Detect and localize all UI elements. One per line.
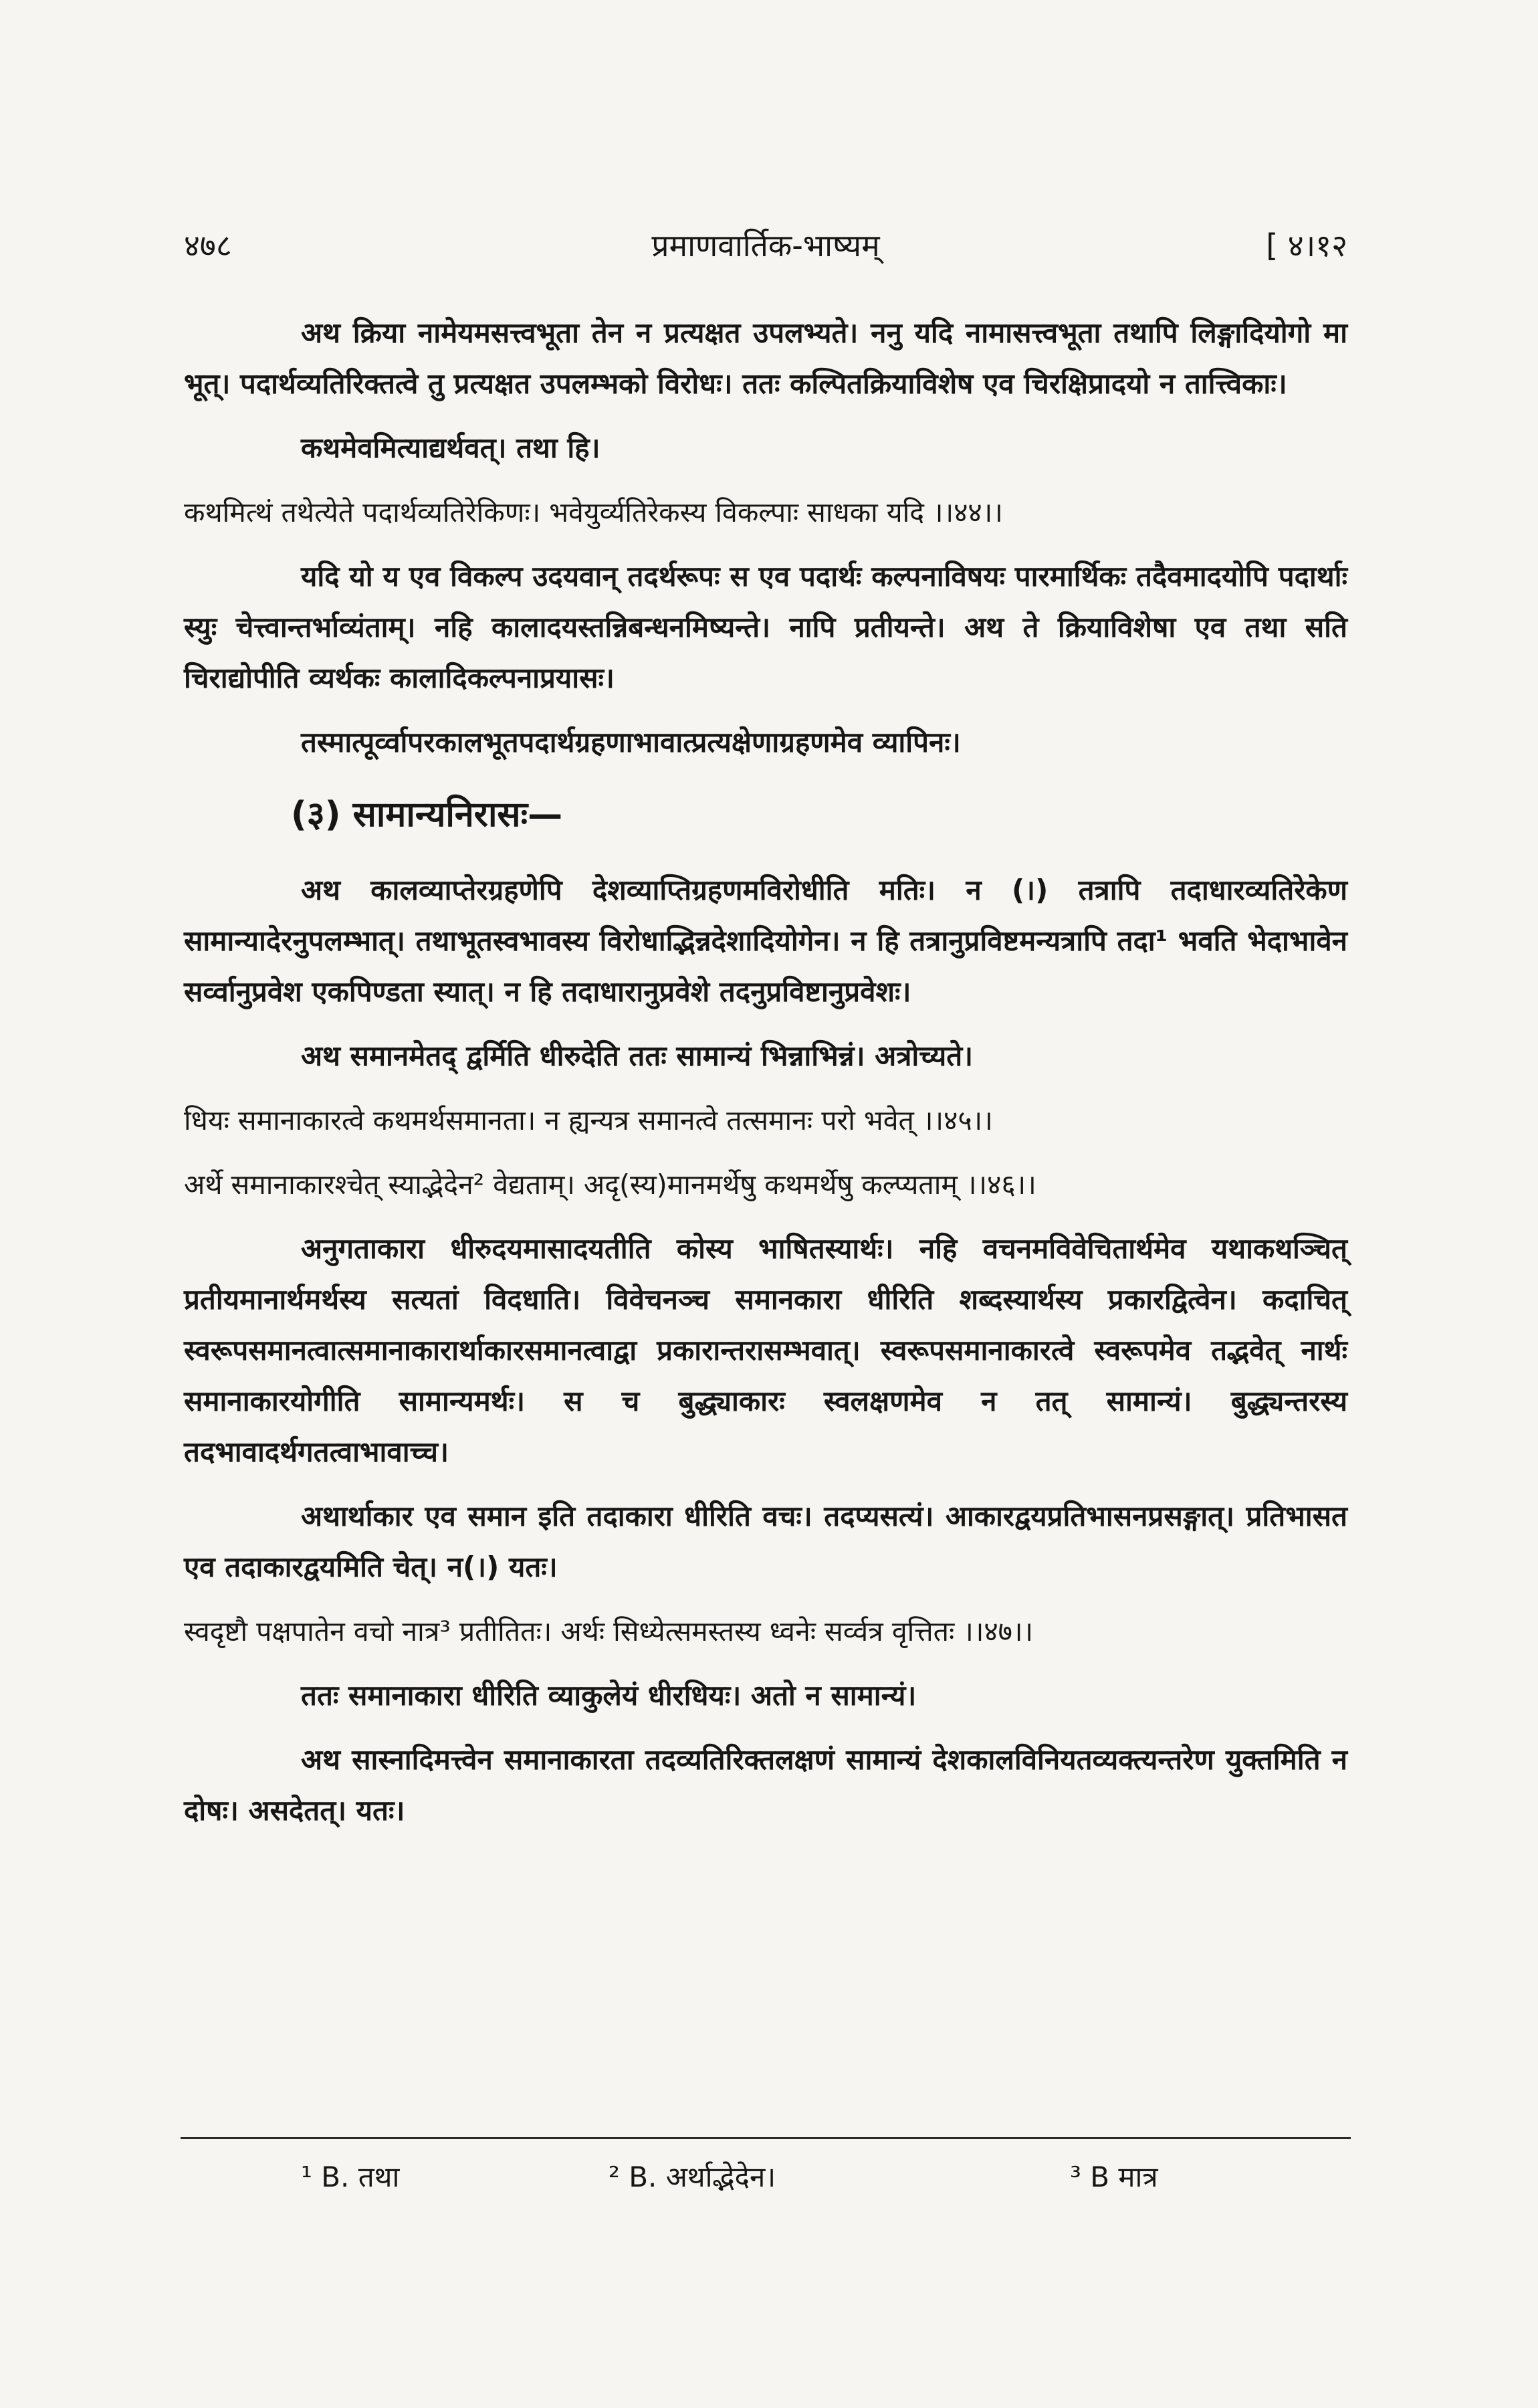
paragraph: कथमेवमित्याद्यर्थवत्। तथा हि। — [301, 431, 600, 464]
paragraph: अथार्थाकार एव समान इति तदाकारा धीरिति वचः। तदप्यसत्यं। आकारद्वयप्रतिभासनप्रसङ्गात्। प्रतिभासत एव तदाकारद्वयमिति चेत्। न(।) यतः। — [184, 1500, 1347, 1583]
verse-45: धियः समानाकारत्वे कथमर्थसमानता। न ह्यन्यत्र समानत्वे तत्समानः परो भवेत् ।।४५।। — [184, 1104, 993, 1136]
footnote-1: ¹ B. तथा — [301, 2161, 400, 2193]
paragraph: ततः समानाकारा धीरिति व्याकुलेयं धीरधियः। अतो न सामान्यं। — [301, 1679, 917, 1712]
paragraph: अथ क्रिया नामेयमसत्त्वभूता तेन न प्रत्यक्षत उपलभ्यते। ननु यदि नामासत्त्वभूता तथापि लिङ्गादियोगो मा भूत्। पदार्थव्यतिरिक्तत्वे तु प्रत्यक्षत उपलम्भको विरोधः। ततः कल्पितक्रियाविशेष एव चिरक्षिप्रादयो न तात्त्विकाः। — [184, 316, 1347, 400]
main-text — [184, 308, 1347, 1849]
paragraph: अथ समानमेतद् द्वर्मिति धीरुदेति ततः सामान्यं भिन्नाभिन्नं। अत्रोच्यते। — [301, 1039, 974, 1072]
paragraph: अथ कालव्याप्तेरग्रहणेपि देशव्याप्तिग्रहणमविरोधीति मतिः। न (।) तत्रापि तदाधारव्यतिरेकेण सामान्यादेरनुपलम्भात्। तथाभूतस्वभावस्य विरोधाद्भिन्नदेशादियोगेन। न हि तत्रानुप्रविष्टमन्यत्रापि तदा¹ भवति भेदाभावेन सर्व्वानुप्रवेश एकपिण्डता स्यात्। न हि तदाधारानुप्रवेशे तदनुप्रविष्टानुप्रवेशः। — [184, 874, 1347, 1008]
verse-46: अर्थे समानाकारश्चेत् स्याद्भेदेन² वेद्यताम्। अदृ(स्य)मानमर्थेषु कथमर्थेषु कल्प्यताम् ।।४६।। — [184, 1169, 1036, 1201]
footnote-3: ³ B मात्र — [1070, 2161, 1158, 2193]
paragraph: यदि यो य एव विकल्प उदयवान् तदर्थरूपः स एव पदार्थः कल्पनाविषयः पारमार्थिकः तदैवमादयोपि पदार्थाः स्युः चेत्त्वान्तर्भाव्यंताम्। नहि कालादयस्तन्निबन्धनमिष्यन्ते। नापि प्रतीयन्ते। अथ ते क्रियाविशेषा एव तथा सति चिराद्योपीति व्यर्थकः कालादिकल्पनाप्रयासः। — [184, 560, 1347, 694]
paragraph: तस्मात्पूर्व्वापरकालभूतपदार्थग्रहणाभावात्प्रत्यक्षेणाग्रहणमेव व्यापिनः। — [301, 726, 961, 759]
verse-44: कथमित्थं तथेत्येते पदार्थव्यतिरेकिणः। भवेयुर्व्यतिरेकस्य विकल्पाः साधका यदि ।।४४।। — [184, 496, 1003, 528]
footnotes — [181, 2157, 1351, 2204]
running-title: प्रमाणवार्तिक-भाष्यम् — [651, 227, 880, 264]
verse-47: स्वदृष्टौ पक्षपातेन वचो नात्र³ प्रतीतितः। अर्थः सिध्येत्समस्तस्य ध्वनेः सर्व्वत्र वृत्तितः ।।४७।। — [184, 1615, 1034, 1647]
paragraph: अनुगताकारा धीरुदयमासादयतीति कोस्य भाषितस्यार्थः। नहि वचनमविवेचितार्थमेव यथाकथञ्चित् प्रतीयमानार्थमर्थस्य सत्यतां विदधाति। विवेचनञ्च समानकारा धीरिति शब्दस्यार्थस्य प्रकारद्वित्वेन। कदाचित् स्वरूपसमानत्वात्समानाकारार्थाकारसमानत्वाद्वा प्रकारान्तरासम्भवात्। स्वरूपसमानाकारत्वे स्वरूपमेव तद्भवेत् नार्थः समानाकारयोगीति सामान्यमर्थः। स च बुद्ध्याकारः स्वलक्षणमेव न तत् सामान्यं। बुद्ध्यन्तरस्य तदभावादर्थगतत्वाभावाच्च। — [184, 1232, 1347, 1468]
footnote-2: ² B. अर्थाद्भेदेन। — [609, 2161, 776, 2193]
footnote-divider — [181, 2137, 1351, 2139]
page-header — [184, 224, 1347, 271]
section-heading: (३) सामान्यनिरासः— — [291, 795, 563, 835]
section-reference: [ ४।१२ — [1266, 227, 1347, 264]
paragraph: अथ सास्नादिमत्त्वेन समानाकारता तदव्यतिरिक्तलक्षणं सामान्यं देशकालविनियतव्यक्त्यन्तरेण युक्तमिति न दोषः। असदेतत्। यतः। — [184, 1743, 1347, 1827]
page-number: ४७८ — [184, 227, 232, 264]
